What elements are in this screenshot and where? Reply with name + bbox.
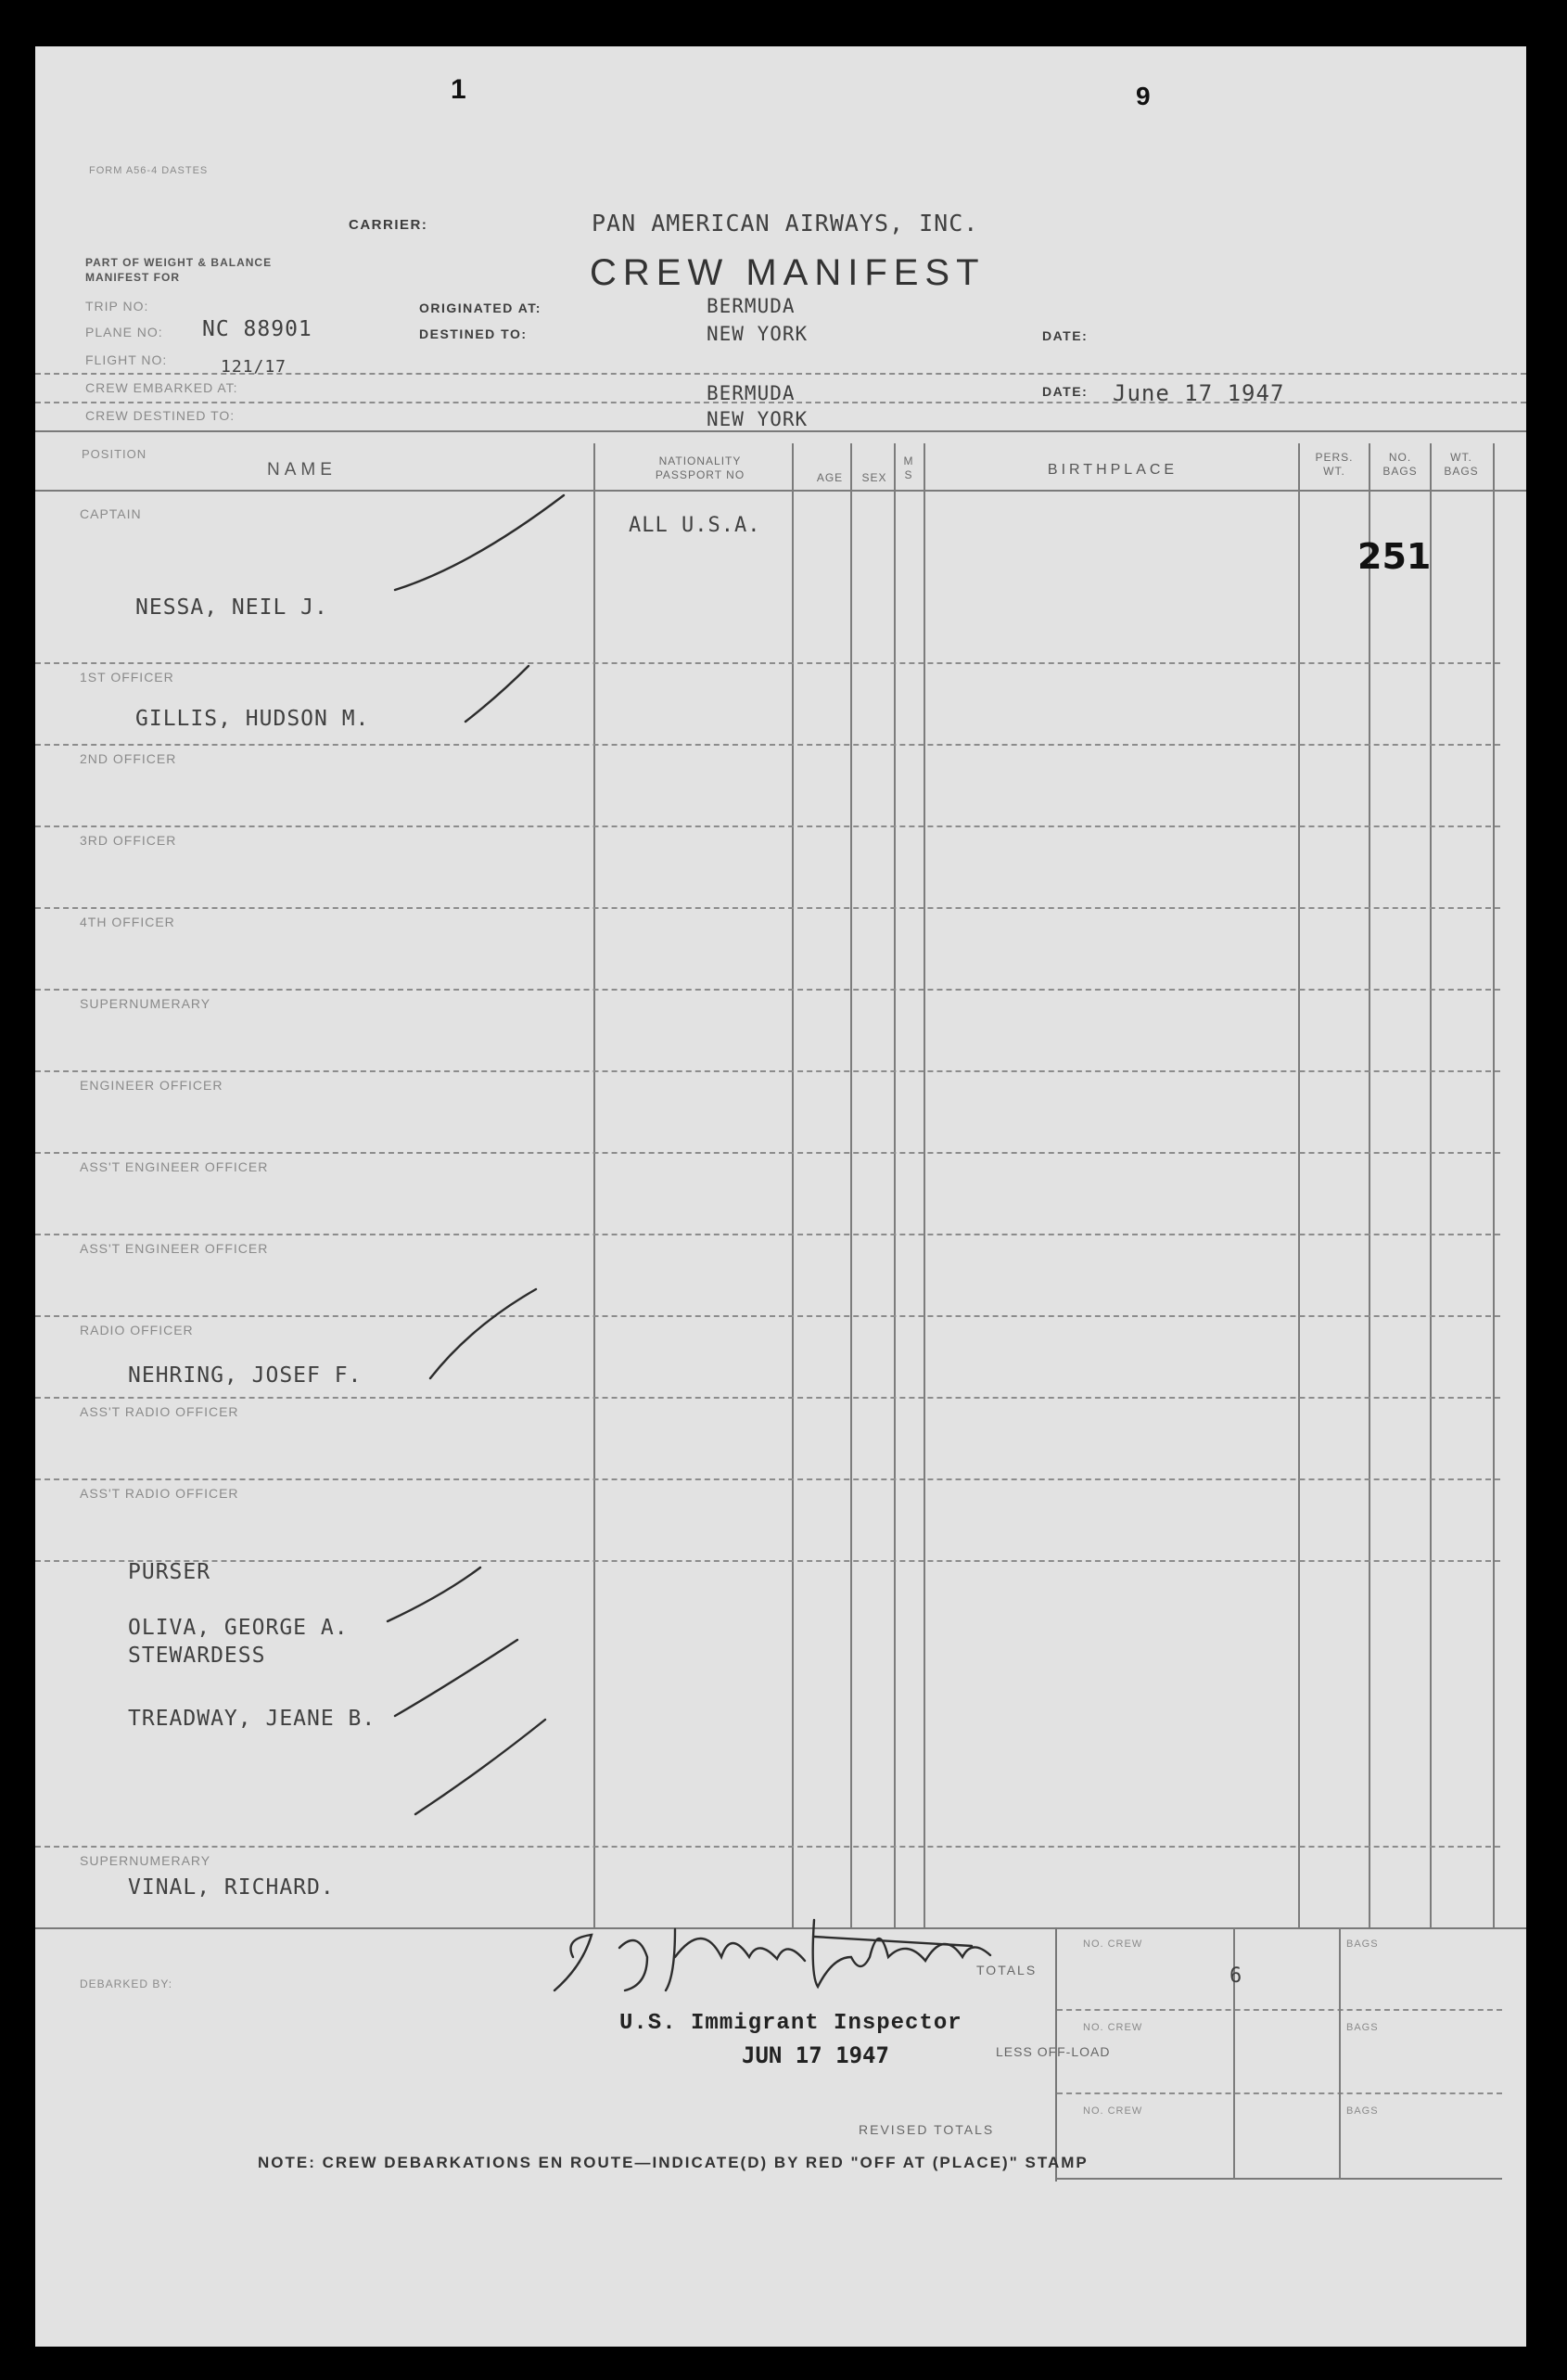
col-birthplace: BIRTHPLACE [1047, 462, 1178, 478]
form-number: FORM A56-4 DASTES [89, 165, 209, 176]
position-3rd-officer: 3RD OFFICER [80, 833, 177, 848]
position-asst-radio-1: ASS'T RADIO OFFICER [80, 1404, 239, 1419]
crew-destined-label: CREW DESTINED TO: [85, 408, 236, 423]
pers-wt-value: 251 [1357, 536, 1432, 577]
position-1st-officer: 1ST OFFICER [80, 670, 174, 685]
crew-name-stewardess: TREADWAY, JEANE B. [128, 1707, 376, 1731]
embarked-value: BERMUDA [707, 382, 796, 404]
col-wt-bags-line1: WT. [1450, 451, 1472, 464]
col-pers-wt-line2: WT. [1323, 465, 1345, 478]
crew-name-1st-officer: GILLIS, HUDSON M. [135, 707, 370, 731]
footer-note: NOTE: CREW DEBARKATIONS EN ROUTE—INDICATE(D) BY RED "OFF AT (PLACE)" STAMP [258, 2154, 1089, 2171]
check-mark [465, 666, 529, 722]
revised-totals-label: REVISED TOTALS [859, 2122, 995, 2137]
col-ms-line1: M [903, 454, 914, 467]
col-no-bags-line2: BAGS [1382, 465, 1418, 478]
bags-label-2: BAGS [1346, 2022, 1379, 2033]
no-crew-label-3: NO. CREW [1083, 2105, 1143, 2117]
signature-stroke [666, 1929, 805, 1990]
position-engineer-officer: ENGINEER OFFICER [80, 1078, 223, 1093]
position-asst-radio-2: ASS'T RADIO OFFICER [80, 1486, 239, 1501]
signature-stroke [554, 1935, 592, 1990]
totals-row-rule [1057, 2092, 1502, 2094]
position-asst-engineer-2: ASS'T ENGINEER OFFICER [80, 1241, 269, 1256]
trip-no-label: TRIP NO: [85, 299, 149, 313]
check-mark [395, 495, 564, 590]
crew-name-purser: OLIVA, GEORGE A. [128, 1616, 349, 1640]
signature-stroke [814, 1937, 972, 1946]
crew-name-captain: NESSA, NEIL J. [135, 595, 328, 620]
page-title: CREW MANIFEST [590, 252, 986, 293]
position-captain: CAPTAIN [80, 506, 142, 521]
stewardess-label: STEWARDESS [128, 1644, 266, 1668]
position-supernumerary-2: SUPERNUMERARY [80, 1853, 211, 1868]
col-age: AGE [816, 471, 844, 484]
top-mark-right: 9 [1136, 82, 1151, 110]
destined-value: NEW YORK [707, 323, 809, 345]
crew-name-supernumerary: VINAL, RICHARD. [128, 1875, 335, 1900]
date2-label: DATE: [1042, 384, 1089, 399]
bags-label: BAGS [1346, 1939, 1379, 1950]
totals-divider [1339, 1927, 1341, 2180]
position-2nd-officer: 2ND OFFICER [80, 751, 177, 766]
date-label: DATE: [1042, 328, 1089, 343]
position-asst-engineer-1: ASS'T ENGINEER OFFICER [80, 1159, 269, 1174]
carrier-value: PAN AMERICAN AIRWAYS, INC. [592, 210, 979, 237]
manifest-sheet [35, 46, 1526, 2347]
check-mark [415, 1720, 545, 1814]
inspector-stamp-title: U.S. Immigrant Inspector [619, 2011, 962, 2036]
col-no-bags-line1: NO. [1388, 451, 1412, 464]
crew-name-radio-officer: NEHRING, JOSEF F. [128, 1363, 363, 1388]
inspector-signature [536, 1901, 1018, 2003]
plane-no-value: NC 88901 [202, 317, 312, 341]
check-mark [395, 1640, 517, 1716]
col-name: NAME [267, 460, 337, 480]
destined-label: DESTINED TO: [419, 326, 528, 341]
totals-row-rule [1057, 2009, 1502, 2011]
signature-stroke [813, 1920, 990, 1987]
crew-destined-value: NEW YORK [707, 408, 809, 430]
check-mark [430, 1289, 536, 1378]
totals-box [1055, 1927, 1502, 2182]
totals-label: TOTALS [976, 1963, 1038, 1977]
purser-label: PURSER [128, 1560, 211, 1584]
check-mark [388, 1567, 480, 1621]
less-offload-label: LESS OFF-LOAD [996, 2044, 1111, 2059]
no-crew-label: NO. CREW [1083, 1939, 1143, 1950]
no-crew-label-2: NO. CREW [1083, 2022, 1143, 2033]
col-sex: SEX [861, 471, 887, 484]
position-supernumerary: SUPERNUMERARY [80, 996, 211, 1011]
no-crew-value: 6 [1229, 1964, 1243, 1988]
col-pers-wt-line1: PERS. [1315, 451, 1354, 464]
nationality-value: ALL U.S.A. [629, 514, 761, 537]
part-of-line2: MANIFEST FOR [85, 271, 180, 284]
originated-label: ORIGINATED AT: [419, 301, 541, 315]
totals-row-rule [1057, 2178, 1502, 2180]
originated-value: BERMUDA [707, 295, 796, 317]
date2-value: June 17 1947 [1113, 380, 1285, 406]
col-nationality-line1: NATIONALITY [658, 454, 742, 467]
col-position: POSITION [82, 447, 147, 461]
plane-no-label: PLANE NO: [85, 325, 163, 339]
debarked-by-label: DEBARKED BY: [80, 1977, 173, 1990]
col-wt-bags-line2: BAGS [1444, 465, 1479, 478]
signature-stroke [619, 1940, 647, 1990]
bags-label-3: BAGS [1346, 2105, 1379, 2117]
col-ms-line2: S [904, 468, 913, 481]
position-radio-officer: RADIO OFFICER [80, 1323, 194, 1337]
carrier-label: CARRIER: [349, 217, 428, 233]
position-4th-officer: 4TH OFFICER [80, 915, 175, 929]
part-of-line1: PART OF WEIGHT & BALANCE [85, 256, 273, 269]
flight-no-value: 121/17 [221, 357, 287, 377]
inspector-stamp-date: JUN 17 1947 [742, 2042, 889, 2068]
flight-no-label: FLIGHT NO: [85, 352, 168, 367]
crew-embarked-label: CREW EMBARKED AT: [85, 380, 238, 395]
col-nationality-line2: PASSPORT NO [655, 468, 745, 481]
top-mark-left: 1 [451, 74, 466, 105]
